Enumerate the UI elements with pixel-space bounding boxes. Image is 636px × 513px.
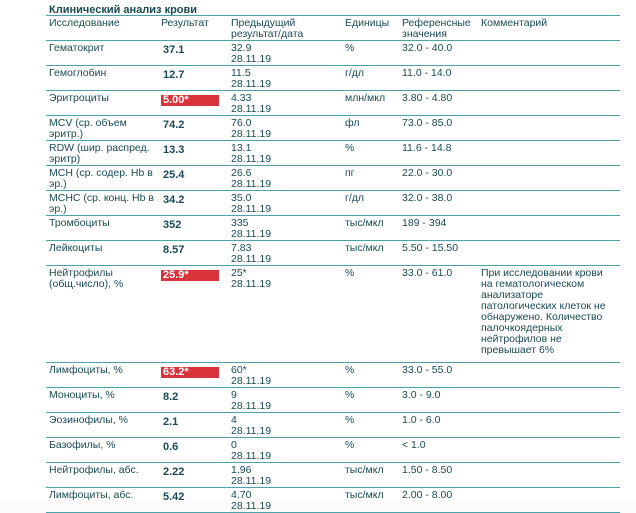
result-value: 8.2 [163,391,179,403]
test-name: MCH (ср. содер. Hb в эр.) [49,167,153,190]
result-cell [158,141,228,165]
test-name: MCV (ср. объем эритр.) [49,117,127,140]
previous-value: 335 [231,217,249,229]
previous-value: 4.70 [231,489,252,501]
previous-date: 28.11.19 [231,253,272,265]
comment-cell [478,191,620,215]
comment-cell [478,388,620,412]
previous-value: 35.0 [231,192,252,204]
previous-cell [228,241,342,265]
report-title: Клинический анализ крови [49,4,198,16]
previous-date: 28.11.19 [231,53,272,65]
previous-cell [228,388,342,412]
unit-cell: % [345,267,355,279]
test-name: Моноциты, % [49,389,115,401]
test-name: RDW (шир. распред. эритр) [49,142,150,165]
result-value: 13.3 [163,144,185,156]
previous-cell [228,463,342,487]
test-name: Лимфоциты, абс. [49,489,134,501]
comment-cell [478,91,620,115]
result-value: 8.57 [163,244,185,256]
previous-value: 7.83 [231,242,252,254]
previous-date: 28.11.19 [231,128,272,140]
result-cell [158,166,228,190]
previous-value: 1.96 [231,464,252,476]
test-name: Нейтрофилы (общ.число), % [49,267,124,290]
comment-cell [478,488,620,512]
result-cell [158,363,228,387]
reference-cell: 2.00 - 8.00 [402,489,453,501]
previous-value: 11.5 [231,67,251,79]
comment-cell: При исследовании крови на гематологическом анализаторе патологических клеток не обнаружено. Количество палочкоядерных нейтрофилов не превышает 6% [481,267,606,356]
previous-value: 9 [231,389,237,401]
previous-cell [228,116,342,140]
reference-cell: 22.0 - 30.0 [402,167,453,179]
result-value: 2.1 [163,416,179,428]
unit-cell: г/дл [345,192,365,204]
reference-cell: 32.0 - 40.0 [402,42,453,54]
previous-value: 26.6 [231,167,252,179]
header-previous: Предыдущий результат/дата [231,17,304,40]
result-value: 74.2 [163,119,185,131]
previous-value: 60* [231,364,247,376]
reference-cell: 33.0 - 55.0 [402,364,453,376]
comment-cell [478,116,620,140]
table-row [46,41,620,66]
reference-cell: 3.0 - 9.0 [402,389,441,401]
result-cell [158,91,228,115]
comment-cell [478,166,620,190]
result-value: 0.6 [163,441,179,453]
reference-cell: 11.6 - 14.8 [402,142,452,154]
result-cell [158,266,228,362]
result-value: 34.2 [163,194,185,206]
unit-cell: % [345,142,355,154]
reference-cell: 32.0 - 38.0 [402,192,453,204]
unit-cell: г/дл [345,67,365,79]
test-name: Гемоглобин [49,67,107,79]
previous-cell [228,191,342,215]
test-name: Гематокрит [49,42,105,54]
result-cell [158,488,228,512]
previous-date: 28.11.19 [231,153,272,165]
previous-cell [228,266,342,362]
table-row [46,141,620,166]
reference-cell: < 1.0 [402,439,426,451]
result-value: 37.1 [163,44,185,56]
previous-date: 28.11.19 [231,278,272,290]
reference-cell: 33.0 - 61.0 [402,267,453,279]
unit-cell: % [345,439,355,451]
unit-cell: % [345,389,355,401]
result-cell [158,463,228,487]
reference-cell: 189 - 394 [402,217,447,229]
previous-date: 28.11.19 [231,203,272,215]
table-row [46,116,620,141]
previous-date: 28.11.19 [231,425,272,437]
previous-value: 25* [231,267,247,279]
unit-cell: тыс/мкл [345,217,384,229]
table-row [46,191,620,216]
table-row [46,216,620,241]
previous-date: 28.11.19 [231,400,272,412]
comment-cell [478,41,620,65]
result-cell [158,438,228,462]
unit-cell: пг [345,167,355,179]
header-units: Единицы [345,17,390,29]
test-name: Лимфоциты, % [49,364,123,376]
result-cell [158,388,228,412]
previous-cell [228,488,342,512]
result-value: 25.9* [161,270,219,281]
unit-cell: % [345,414,355,426]
reference-cell: 1.50 - 8.50 [402,464,453,476]
previous-value: 4.33 [231,92,252,104]
reference-cell: 5.50 - 15.50 [402,242,459,254]
unit-cell: тыс/мкл [345,489,384,501]
previous-value: 32.9 [231,42,252,54]
unit-cell: тыс/мкл [345,242,384,254]
reference-cell: 1.0 - 6.0 [402,414,441,426]
test-name: Эозинофилы, % [49,414,128,426]
result-cell [158,413,228,437]
table-header [46,16,620,41]
previous-cell [228,41,342,65]
header-comment: Комментарий [481,17,548,29]
previous-cell [228,438,342,462]
comment-cell [478,413,620,437]
test-name: Базофилы, % [49,439,116,451]
previous-cell [228,66,342,90]
comment-cell [478,363,620,387]
comment-cell [478,438,620,462]
header-test: Исследование [49,17,120,29]
previous-date: 28.11.19 [231,78,272,90]
previous-value: 0 [231,439,237,451]
table-row [46,488,620,513]
result-value: 2.22 [163,466,185,478]
test-name: Нейтрофилы, абс. [49,464,139,476]
reference-cell: 73.0 - 85.0 [402,117,453,129]
table-row [46,463,620,488]
comment-cell [478,66,620,90]
previous-value: 13.1 [231,142,252,154]
previous-date: 28.11.19 [231,450,272,462]
test-name: MCHC (ср. конц. Hb в эр.) [49,192,154,215]
result-cell [158,116,228,140]
previous-date: 28.11.19 [231,375,272,387]
previous-date: 28.11.19 [231,103,272,115]
test-name: Лейкоциты [49,242,103,254]
result-value: 5.00* [161,95,219,106]
result-cell [158,66,228,90]
table-row [46,363,620,388]
result-value: 12.7 [163,69,185,81]
comment-cell [478,141,620,165]
unit-cell: фл [345,117,360,129]
result-cell [158,216,228,240]
test-name: Эритроциты [49,92,109,104]
unit-cell: млн/мкл [345,92,386,104]
result-cell [158,241,228,265]
comment-cell [478,241,620,265]
header-reference: Референсные значения [402,17,471,40]
previous-date: 28.11.19 [231,178,272,190]
table-row [46,266,620,363]
previous-date: 28.11.19 [231,475,272,487]
result-value: 352 [163,219,182,231]
previous-cell [228,141,342,165]
result-cell [158,191,228,215]
result-cell [158,41,228,65]
unit-cell: тыс/мкл [345,464,384,476]
comment-cell [478,463,620,487]
table-row [46,91,620,116]
table-row [46,166,620,191]
previous-value: 4 [231,414,237,426]
unit-cell: % [345,42,355,54]
previous-cell [228,91,342,115]
comment-cell [478,216,620,240]
previous-cell [228,413,342,437]
result-value: 5.42 [163,491,185,503]
table-row [46,241,620,266]
result-value: 25.4 [163,169,185,181]
previous-cell [228,363,342,387]
header-result: Результат [161,17,209,29]
table-row [46,66,620,91]
reference-cell: 3.80 - 4.80 [402,92,453,104]
unit-cell: % [345,364,355,376]
table-row [46,438,620,463]
table-row [46,388,620,413]
reference-cell: 11.0 - 14.0 [402,67,452,79]
previous-cell [228,166,342,190]
results-table [46,15,620,513]
result-value: 63.2* [161,367,219,378]
test-name: Тромбоциты [49,217,110,229]
previous-cell [228,216,342,240]
table-row [46,413,620,438]
previous-date: 28.11.19 [231,500,272,512]
previous-value: 76.0 [231,117,252,129]
previous-date: 28.11.19 [231,228,272,240]
